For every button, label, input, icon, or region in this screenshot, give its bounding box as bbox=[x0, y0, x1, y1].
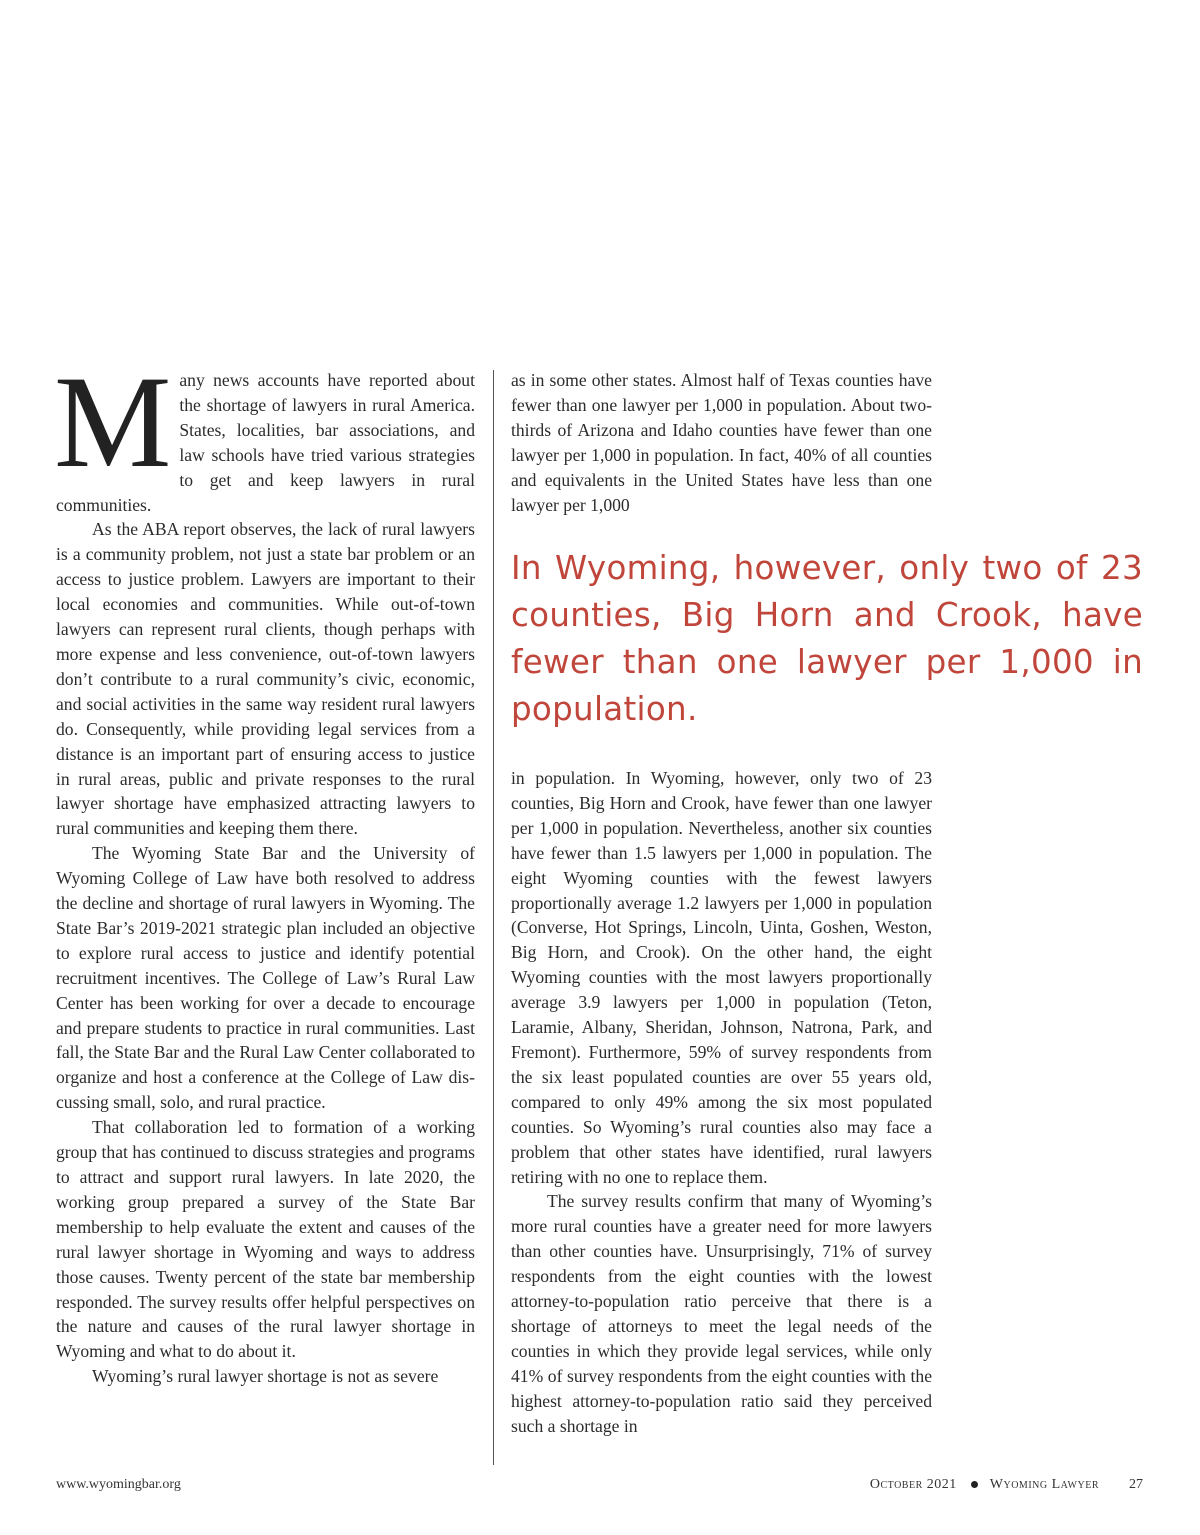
drop-cap: M bbox=[54, 348, 172, 495]
paragraph: As the ABA report observes, the lack of rural lawyers is a community problem, not just a state bar problem or an access to justice problem. Lawyers are important to their local economies and communities. While out-of-town lawyers can represent rural clients, though perhaps with more expense and less convenience, out-of-town lawyers don’t contribute to a rural community’s civic, economic, and social activities in the same way resident rural lawyers do. Consequently, while providing legal services from a distance is an important part of ensuring access to justice in rural areas, public and private responses to the rural lawyer shortage have emphasized attracting lawyers to rural communities and keeping them there. bbox=[56, 519, 475, 839]
page-number: 27 bbox=[1129, 1477, 1143, 1492]
paragraph: in population. In Wyoming, however, only two of 23 counties, Big Horn and Crook, have fewer than one lawyer per 1,000 in population. Nevertheless, another six counties have fewer than 1.5 lawyers per 1,000 in population. The eight Wyoming counties with the fewest lawyers proportionally average 1.2 lawyers per 1,000 in population (Converse, Hot Springs, Lincoln, Uinta, Goshen, Weston, Big Horn, and Crook). On the other hand, the eight Wyoming counties with the most lawyers proportionally average 3.9 lawyers per 1,000 in population (Teton, Laramie, Albany, Sheridan, Johnson, Natrona, Park, and Fremont). Furthermore, 59% of survey respondents from the six least populated counties are over 55 years old, compared to only 49% among the six most populated counties. So Wyoming’s rural counties also may face a problem that other states have identified, rural lawyers retiring with no one to replace them. bbox=[511, 768, 932, 1187]
right-column-top bbox=[511, 368, 932, 517]
bullet-icon bbox=[971, 1481, 978, 1488]
right-column-bottom bbox=[511, 766, 932, 1438]
paragraph: The survey results confirm that many of Wyoming’s more rural counties have a greater need for more lawyers than other counties have. Unsurprisingly, 71% of survey respondents from the eight counties with the lowest attorney-to-population ratio perceive that there is a shortage of attorneys to meet the legal needs of the counties in which they provide legal services, while only 41% of survey respondents from the eight counties with the highest attorney-to-population ratio said they perceived such a shortage in bbox=[511, 1191, 932, 1436]
footer-url: www.wyomingbar.org bbox=[56, 1477, 181, 1492]
column-divider bbox=[493, 370, 494, 1465]
pull-quote: In Wyoming, however, only two of 23 counties, Big Horn and Crook, have fewer than one lawyer per 1,000 in population. bbox=[511, 549, 1143, 728]
footer-publication: Wyoming Lawyer bbox=[989, 1477, 1099, 1492]
footer-issue: October 2021 bbox=[869, 1477, 957, 1492]
paragraph: That collaboration led to formation of a working group that has continued to discuss strategies and programs to attract and support rural lawyers. In late 2020, the working group prepared a survey of the State Bar membership to help evaluate the extent and causes of the rural lawyer shortage in Wyoming and ways to address those causes. Twenty percent of the state bar membership responded. The survey results offer helpful perspectives on the nature and causes of the rural lawyer shortage in Wyoming and what to do about it. bbox=[56, 1117, 475, 1362]
paragraph: any news accounts have reported about the shortage of lawyers in rural America. States, localities, bar associations, and law schools have tried various strategies to get and keep lawyers in rural communities. bbox=[56, 370, 475, 515]
paragraph: as in some other states. Almost half of Texas counties have fewer than one lawyer per 1,000 in population. About two-thirds of Arizona and Idaho counties have fewer than one lawyer per 1,000 in population. In fact, 40% of all counties and equivalents in the United States have less than one lawyer per 1,000 bbox=[511, 370, 932, 515]
footer-info bbox=[870, 1477, 1143, 1493]
left-column bbox=[54, 348, 475, 1389]
paragraph: The Wyoming State Bar and the University of Wyoming College of Law have both resolved to address the decline and shortage of rural lawyers in Wyoming. The State Bar’s 2019-2021 strategic plan included an objective to explore rural access to justice and identify potential recruitment incentives. The College of Law’s Rural Law Center has been working for over a decade to encourage and prepare students to practice in rural communities. Last fall, the State Bar and the Rural Law Center collaborated to organize and host a conference at the College of Law discussing small, solo, and rural practice. bbox=[56, 843, 475, 1113]
paragraph: Wyoming’s rural lawyer shortage is not as severe bbox=[92, 1366, 439, 1387]
